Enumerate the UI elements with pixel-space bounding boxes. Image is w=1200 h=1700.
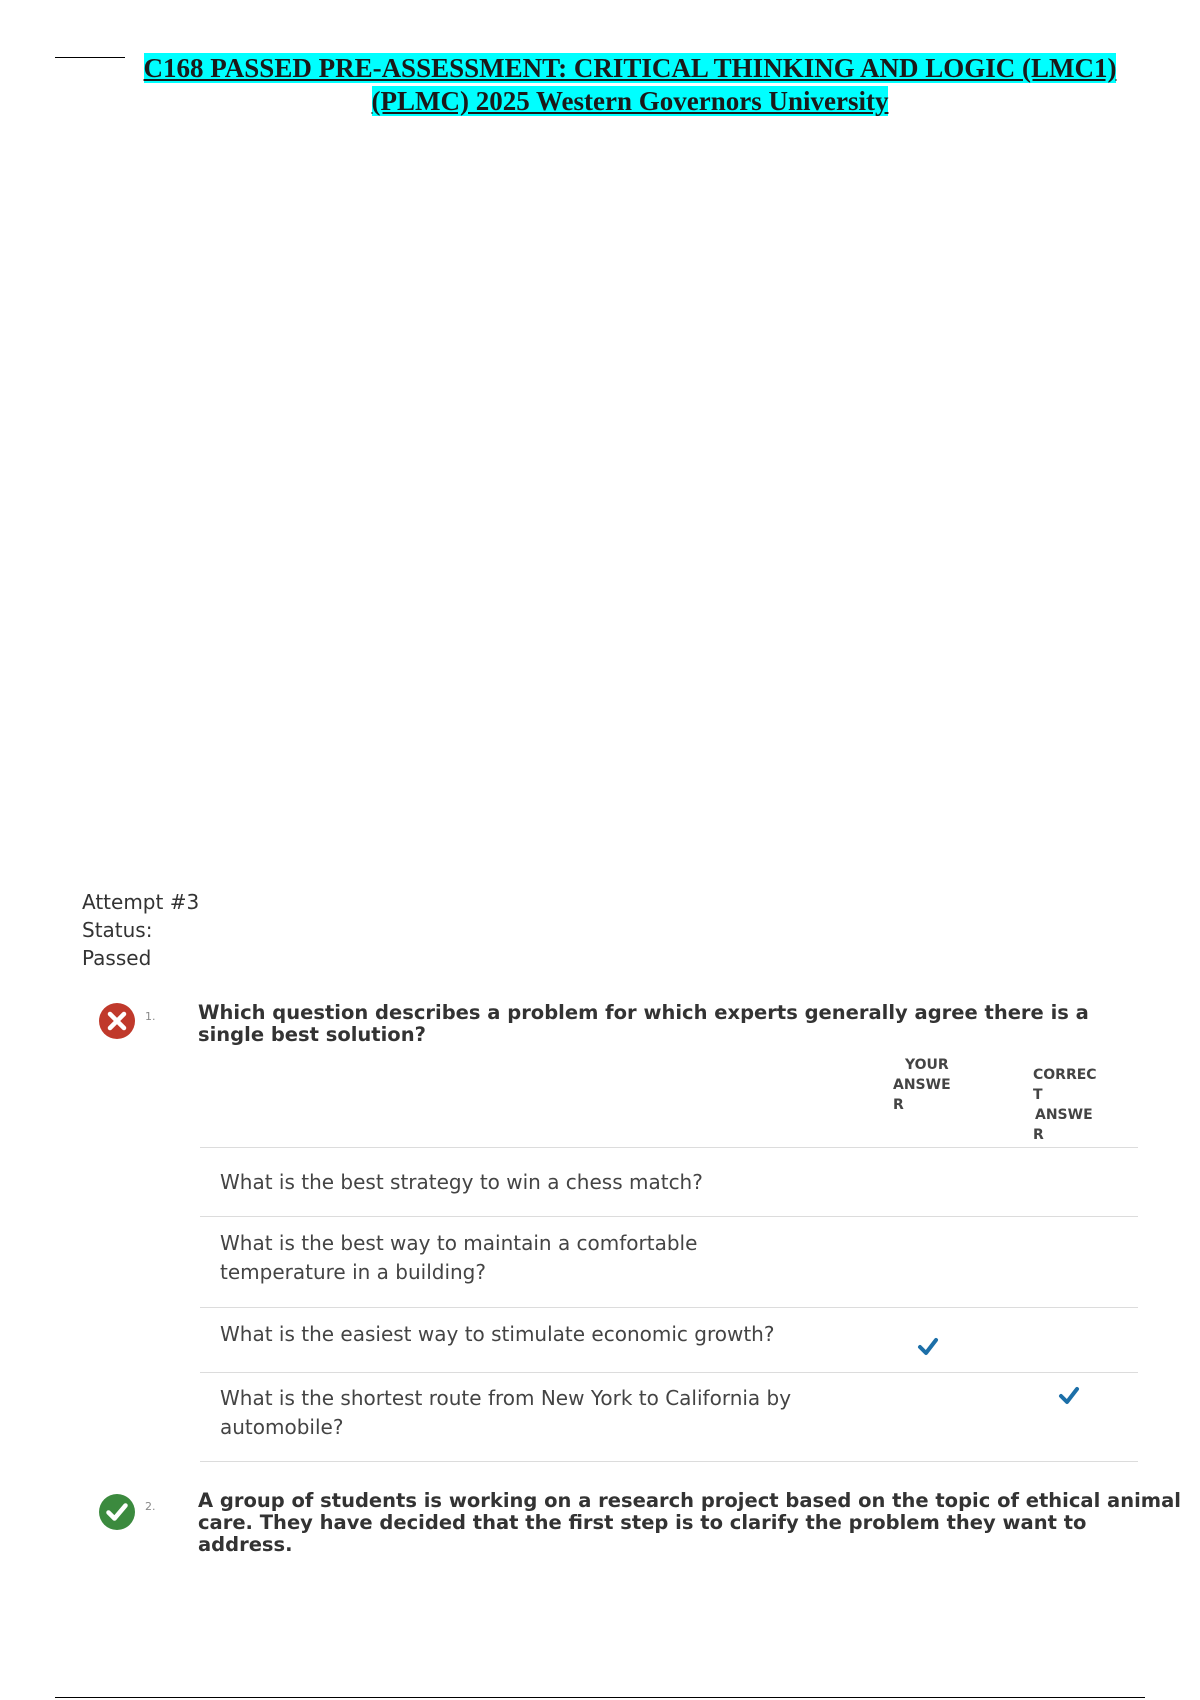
table-divider	[200, 1216, 1138, 1217]
table-divider	[200, 1307, 1138, 1308]
answer-option: What is the best strategy to win a chess match?	[220, 1170, 703, 1194]
table-divider	[200, 1372, 1138, 1373]
document-title	[110, 52, 1150, 118]
your-answer-header: YOUR ANSWE R	[893, 1057, 951, 1113]
question-text	[198, 1002, 1089, 1046]
table-divider	[200, 1461, 1138, 1462]
answer-option: What is the shortest route from New York to California by automobile?	[220, 1386, 792, 1439]
correct-answer-checkmark-icon	[1058, 1385, 1080, 1407]
title-line-1: C168 PASSED PRE-ASSESSMENT: CRITICAL THINKING AND LOGIC (LMC1)	[143, 53, 1117, 83]
question-text	[198, 1490, 1181, 1556]
question-text-line: address.	[198, 1533, 293, 1556]
answer-option: What is the best way to maintain a comfortable temperature in a building?	[220, 1231, 698, 1284]
your-answer-checkmark-icon	[917, 1336, 939, 1358]
incorrect-icon	[98, 1002, 136, 1040]
question-number: 1.	[145, 1010, 156, 1023]
footer-rule	[55, 1697, 1145, 1698]
status-value: Passed	[82, 946, 152, 970]
attempt-number: Attempt #3	[82, 890, 200, 914]
correct-answer-header: CORREC T ANSWE R	[1033, 1067, 1097, 1143]
answer-option: What is the easiest way to stimulate economic growth?	[220, 1322, 775, 1346]
question-text-line: Which question describes a problem for which experts generally agree there is a	[198, 1001, 1089, 1024]
question-text-line: care. They have decided that the first step is to clarify the problem they want to	[198, 1511, 1087, 1534]
question-text-line: A group of students is working on a research project based on the topic of ethical animal	[198, 1489, 1181, 1512]
title-line-2: (PLMC) 2025 Western Governors University	[371, 86, 889, 116]
question-text-line: single best solution?	[198, 1023, 426, 1046]
attempt-info	[82, 888, 199, 972]
status-label: Status:	[82, 918, 153, 942]
correct-icon	[98, 1493, 136, 1531]
table-divider	[200, 1147, 1138, 1148]
question-number: 2.	[145, 1500, 156, 1513]
